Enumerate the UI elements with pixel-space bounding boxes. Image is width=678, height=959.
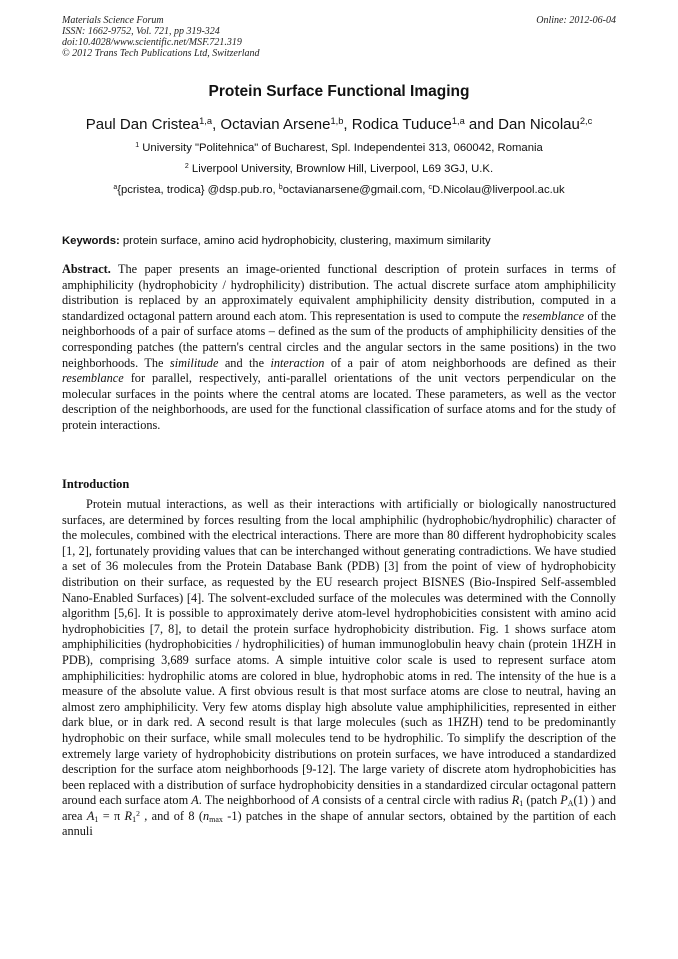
- abstract-text: for parallel, respectively, anti-parallel orientations of the unit vectors perpendicular on the molecular surfaces in the points where the central atoms are located. These parameters, as well as the vector description of the neighborhoods, are used for the functional classification of surface atoms and for the study of protein interactions.: [62, 371, 616, 432]
- keywords: [62, 235, 616, 247]
- email-text: D.Nicolau@liverpool.ac.uk: [432, 184, 565, 196]
- email-mark: c: [428, 184, 433, 192]
- abstract-term: interaction: [270, 355, 325, 370]
- author-name: Dan Nicolau: [498, 116, 580, 133]
- journal-header: [62, 15, 616, 59]
- author-name: Octavian Arsene: [220, 116, 331, 133]
- math-symbol: R: [124, 808, 133, 823]
- body-text: = π: [98, 808, 125, 823]
- body-text: (1) ) and area: [62, 793, 616, 823]
- journal-copyright: © 2012 Trans Tech Publications Ltd, Switzerland: [62, 48, 260, 59]
- abstract-text: of a pair of atom neighborhoods are defined as their: [324, 355, 616, 370]
- introduction-paragraph: [62, 497, 616, 840]
- abstract-term: resemblance: [522, 308, 585, 323]
- keywords-label: Keywords:: [62, 235, 120, 247]
- abstract-term: similitude: [169, 355, 219, 370]
- abstract-text: and the: [218, 355, 271, 370]
- affiliation-number: 2: [184, 163, 189, 171]
- math-symbol: n: [202, 808, 210, 823]
- math-subscript: max: [209, 814, 223, 824]
- journal-name: Materials Science Forum: [62, 15, 164, 26]
- author-emails: [62, 184, 616, 196]
- author-separator: ,: [212, 116, 221, 133]
- body-text: consists of a central circle with radius: [319, 793, 512, 808]
- author-separator: and: [464, 116, 499, 133]
- math-subscript: 1: [132, 814, 137, 824]
- math-subscript: A: [567, 799, 574, 809]
- math-superscript: 2: [136, 808, 140, 818]
- body-text: ,: [139, 808, 148, 823]
- math-subscript: 1: [519, 799, 524, 809]
- author-name: Rodica Tuduce: [351, 116, 452, 133]
- abstract-text: The paper presents an image-oriented functional description of protein surfaces in terms of amphiphilicity (hydrophobicity / hydrophilicity) distribution. The actual discrete surface atom amphiphilicity distribution is replaced by an approximately equivalent amphiphilicity density distribution, computed in a standardized octagonal pattern around each atom. This representation is used to compute the: [62, 262, 616, 323]
- author-affiliation-mark: 2,c: [579, 115, 593, 126]
- math-symbol: A: [191, 793, 199, 808]
- affiliation-text: University "Politehnica" of Bucharest, Spl. Independentei 313, 060042, Romania: [139, 142, 543, 154]
- email-mark: b: [278, 184, 283, 192]
- math-subscript: 1: [94, 814, 99, 824]
- affiliation-2: [62, 163, 616, 175]
- abstract-text: of the neighborhoods of a pair of surface atoms – defined as the sum of the products of amphiphilicity densities of the corresponding patches (the pattern's central circles and the angular sectors in the same positions) in the two neighborhoods. The: [62, 308, 616, 370]
- affiliation-1: [62, 142, 616, 154]
- math-symbol: A: [311, 793, 320, 808]
- journal-issn: ISSN: 1662-9752, Vol. 721, pp 319-324: [62, 26, 220, 37]
- math-symbol: R: [511, 793, 520, 808]
- online-date: Online: 2012-06-04: [536, 15, 616, 26]
- section-heading-introduction: Introduction: [62, 477, 130, 491]
- email-text: {pcristea, trodica} @dsp.pub.ro,: [117, 184, 279, 196]
- affiliation-number: 1: [135, 142, 140, 150]
- author-affiliation-mark: 1,a: [451, 115, 465, 126]
- body-text: (patch: [523, 793, 561, 808]
- body-text: and of 8 (: [147, 808, 203, 823]
- email-mark: a: [113, 184, 118, 192]
- abstract-term: resemblance: [62, 371, 124, 386]
- author-list: [62, 116, 616, 133]
- abstract: [62, 262, 616, 434]
- math-symbol: P: [560, 793, 568, 808]
- body-text: . The neighborhood of: [198, 793, 312, 808]
- body-text: Protein mutual interactions, as well as their interactions with artificially or biologically nanostructured surfaces, are determined by forces resulting from the local amphiphilic (hydrophobic/hydrophilic) character of the molecules, combined with the electrical interactions. There are more than 80 different hydrophobicity scales [1, 2], fortunately providing values that can be interchanged without generating contradictions. We have studied a set of 36 molecules from the Protein Database Bank (PDB) [3] from the point of view of hydrophobicity distribution on their surface, as requested by the EU research project BISNES (Bio-Inspired Self-assembled Nano-Enabled Surfaces) [4]. The solvent-excluded surface of the molecules was determined with the Connolly algorithm [5,6]. It is possible to approximately derive atom-level hydrophobicities consistent with amino acid hydrophobicities [7, 8], to detail the protein surface hydrophobicity distribution. Fig. 1 shows surface atom amphiphilicities (hydrophobicities / hydrophilicities) of human immunoglobulin heavy chain (protein 1HZH in PDB), comprising 3,689 surface atoms. A simple intuitive color scale is used to represent surface atom amphiphilicities: hydrophilic atoms are colored in blue, hydrophobic atoms in red. The intensity of the hue is a measure of the absolute value. A first obvious result is that most surface atoms are close to neutral, having an almost zero amphiphilicity. Very few atoms display high absolute value amphiphilicities, represented in either dark blue, or in dark red. A second result is that large molecules (such as 1HZH) tend to be predominantly hydrophobic on their surface, while small molecules tend to be hydrophilic. To simplify the description of the extremely large variety of hydrophobicity distributions on protein surfaces, we have introduced a standardized description for the surface atom neighborhoods [9-12]. The large variety of discrete atom hydrophobicities has been replaced with a distribution of surface hydrophobicity densities in a standardized circular octagonal pattern around each surface atom: [62, 497, 616, 808]
- author-separator: ,: [343, 116, 352, 133]
- body-text: -1) patches in the shape of annular sectors, obtained by the partition of each annuli: [62, 808, 617, 839]
- email-text: octavianarsene@gmail.com,: [282, 184, 429, 196]
- keywords-text: protein surface, amino acid hydrophobicity, clustering, maximum similarity: [119, 235, 491, 247]
- paper-title: Protein Surface Functional Imaging: [208, 83, 470, 100]
- author-affiliation-mark: 1,a: [199, 115, 213, 126]
- journal-doi: doi:10.4028/www.scientific.net/MSF.721.319: [62, 37, 242, 48]
- author-name: Paul Dan Cristea: [85, 116, 200, 133]
- affiliation-text: Liverpool University, Brownlow Hill, Liverpool, L69 3GJ, U.K.: [188, 163, 494, 175]
- abstract-label: Abstract.: [62, 262, 111, 276]
- author-affiliation-mark: 1,b: [330, 115, 344, 126]
- math-symbol: A: [86, 808, 95, 823]
